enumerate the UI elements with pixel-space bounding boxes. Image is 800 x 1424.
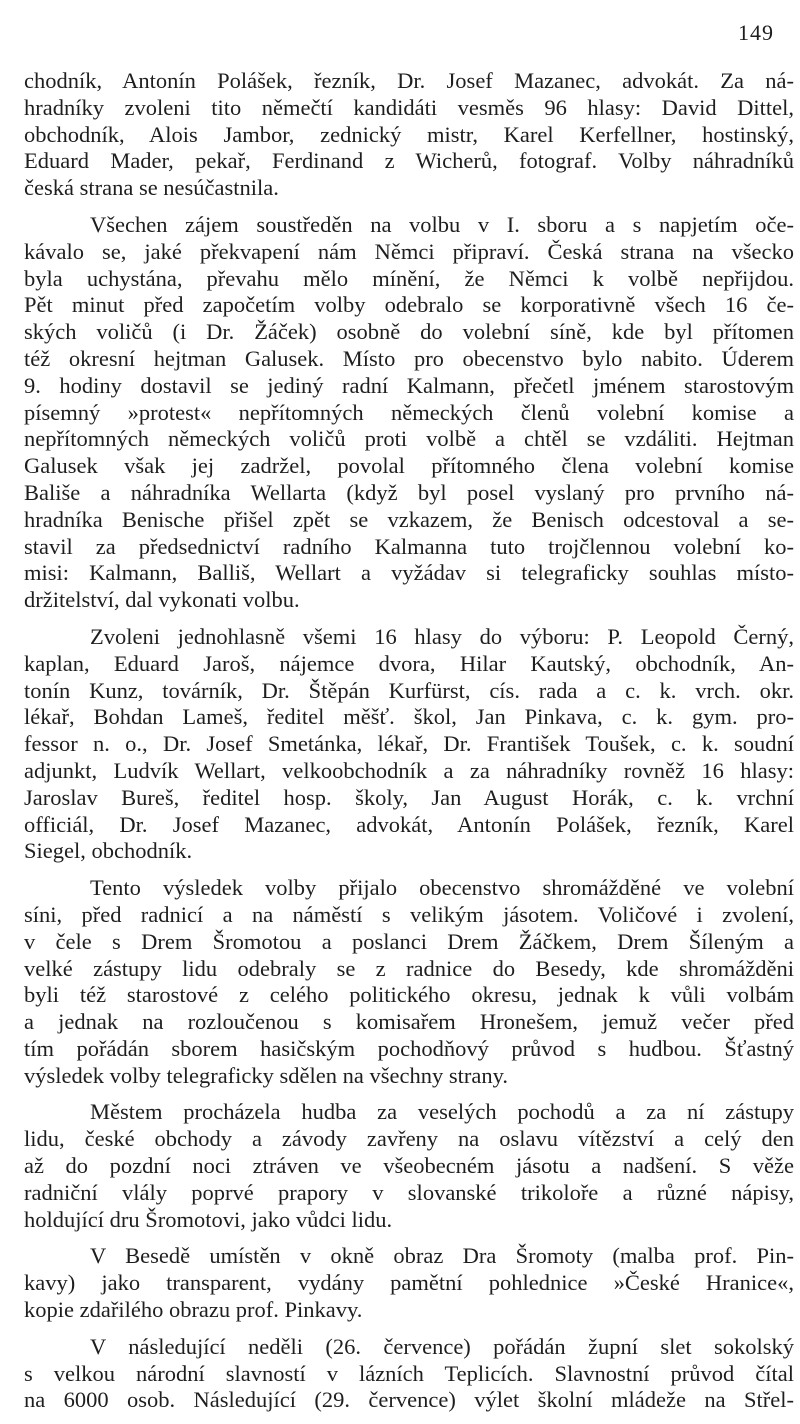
text-line: tím pořádán sborem hasičským pochodňový průvod s hudbou. Šťastný <box>24 1035 794 1061</box>
paragraph <box>24 1099 794 1233</box>
text-line: V Besedě umístěn v okně obraz Dra Šromoty (malba prof. Pin- <box>90 1243 794 1269</box>
text-line: kopie zdařilého obrazu prof. Pinkavy. <box>24 1297 363 1323</box>
text-line: až do pozdní noci ztráven ve všeobecném jásotu a nadšení. S věže <box>24 1153 794 1179</box>
text-line: hradníky zvoleni tito němečtí kandidáti vesměs 96 hlasy: David Dittel, <box>24 94 794 120</box>
text-line: chodník, Antonín Polášek, řezník, Dr. Josef Mazanec, advokát. Za ná- <box>24 68 794 93</box>
text-line: kávalo se, jaké překvapení nám Němci připraví. Česká strana na všecko <box>24 238 794 264</box>
text-line: Galusek však jej zadržel, povolal přítomného člena volební komise <box>24 453 794 479</box>
text-line: nepřítomných německých voličů proti volbě a chtěl se vzdáliti. Hejtman <box>24 426 794 452</box>
text-line: byli též starostové z celého politického okresu, jednak k vůli volbám <box>24 982 794 1008</box>
text-line: byla uchystána, převahu mělo mínění, že Němci k volbě nepřijdou. <box>24 265 794 291</box>
text-line: V následující neděli (26. července) pořádán župní slet sokolský <box>90 1333 794 1359</box>
text-line: výsledek volby telegraficky sdělen na všechny strany. <box>24 1062 509 1088</box>
paragraph <box>24 212 794 614</box>
text-line: 9. hodiny dostavil se jediný radní Kalmann, přečetl jménem starostovým <box>24 372 794 398</box>
text-line: officiál, Dr. Josef Mazanec, advokát, Antonín Polášek, řezník, Karel <box>24 811 794 837</box>
text-line: Jaroslav Bureš, ředitel hosp. školy, Jan August Horák, c. k. vrchní <box>24 784 794 810</box>
text-line: držitelství, dal vykonati volbu. <box>24 587 300 613</box>
text-line: holdující dru Šromotovi, jako vůdci lidu. <box>24 1206 393 1232</box>
text-line: a jednak na rozloučenou s komisařem Hronešem, jemuž večer před <box>24 1009 794 1035</box>
paragraph <box>24 624 794 865</box>
text-line: česká strana se nesúčastnila. <box>24 175 279 201</box>
text-line: síni, před radnicí a na náměstí s velikým jásotem. Voličové i zvolení, <box>24 901 794 927</box>
text-line: kaplan, Eduard Jaroš, nájemce dvora, Hilar Kautský, obchodník, An- <box>24 650 794 676</box>
text-line: písemný »protest« nepřítomných německých členů volební komise a <box>24 399 794 425</box>
paragraph <box>24 68 794 202</box>
text-line: Zvoleni jednohlasně všemi 16 hlasy do výboru: P. Leopold Černý, <box>90 623 794 649</box>
text-line: Všechen zájem soustředěn na volbu v I. sboru a s napjetím oče- <box>90 211 794 237</box>
text-line: též okresní hejtman Galusek. Místo pro obecenstvo bylo nabito. Úderem <box>24 345 794 371</box>
paragraph <box>24 875 794 1089</box>
page-number: 149 <box>738 20 774 45</box>
text-line: Městem procházela hudba za veselých pochodů a za ní zástupy <box>90 1099 794 1125</box>
text-line: velké zástupy lidu odebraly se z radnice do Besedy, kde shromážděni <box>24 955 794 981</box>
text-line: adjunkt, Ludvík Wellart, velkoobchodník a za náhradníky rovněž 16 hlasy: <box>24 757 794 783</box>
text-line: na 6000 osob. Následující (29. července) výlet školní mládeže na Střel- <box>24 1387 794 1413</box>
text-line: Bališe a náhradníka Wellarta (když byl posel vyslaný pro prvního ná- <box>24 479 794 505</box>
text-line: Pět minut před započetím volby odebralo se korporativně všech 16 če- <box>24 292 794 318</box>
text-line: stavil za předsednictví radního Kalmanna tuto trojčlennou volební ko- <box>24 533 794 559</box>
text-line: kavy) jako transparent, vydány pamětní pohlednice »České Hranice«, <box>24 1270 794 1296</box>
text-line: s velkou národní slavností v lázních Teplicích. Slavnostní průvod čítal <box>24 1360 794 1386</box>
paragraph <box>24 1243 794 1323</box>
text-line: fessor n. o., Dr. Josef Smetánka, lékař, Dr. František Toušek, c. k. soudní <box>24 731 794 757</box>
text-line: radniční vlály poprvé prapory v slovanské trikoloře a různé nápisy, <box>24 1179 794 1205</box>
text-line: lékař, Bohdan Lameš, ředitel měšť. škol, Jan Pinkava, c. k. gym. pro- <box>24 704 794 730</box>
text-line: Tento výsledek volby přijalo obecenstvo shromážděné ve volební <box>90 875 794 901</box>
text-line: Siegel, obchodník. <box>24 838 193 864</box>
body-text <box>24 68 794 1424</box>
text-line: Eduard Mader, pekař, Ferdinand z Wicherů, fotograf. Volby náhradníků <box>24 148 794 174</box>
text-line: lidu, české obchody a závody zavřeny na oslavu vítězství a celý den <box>24 1126 794 1152</box>
paragraph <box>24 1334 794 1414</box>
text-line: hradníka Benische přišel zpět se vzkazem, že Benisch odcestoval a se- <box>24 506 794 532</box>
text-line: ských voličů (i Dr. Žáček) osobně do volební síně, kde byl přítomen <box>24 319 794 345</box>
text-line: v čele s Drem Šromotou a poslanci Drem Žáčkem, Drem Šíleným a <box>24 928 794 954</box>
text-line: obchodník, Alois Jambor, zednický mistr, Karel Kerfellner, hostinský, <box>24 121 794 147</box>
text-line: tonín Kunz, továrník, Dr. Štěpán Kurfürst, cís. rada a c. k. vrch. okr. <box>24 677 794 703</box>
text-line: misi: Kalmann, Balliš, Wellart a vyžádav si telegraficky souhlas místo- <box>24 560 794 586</box>
